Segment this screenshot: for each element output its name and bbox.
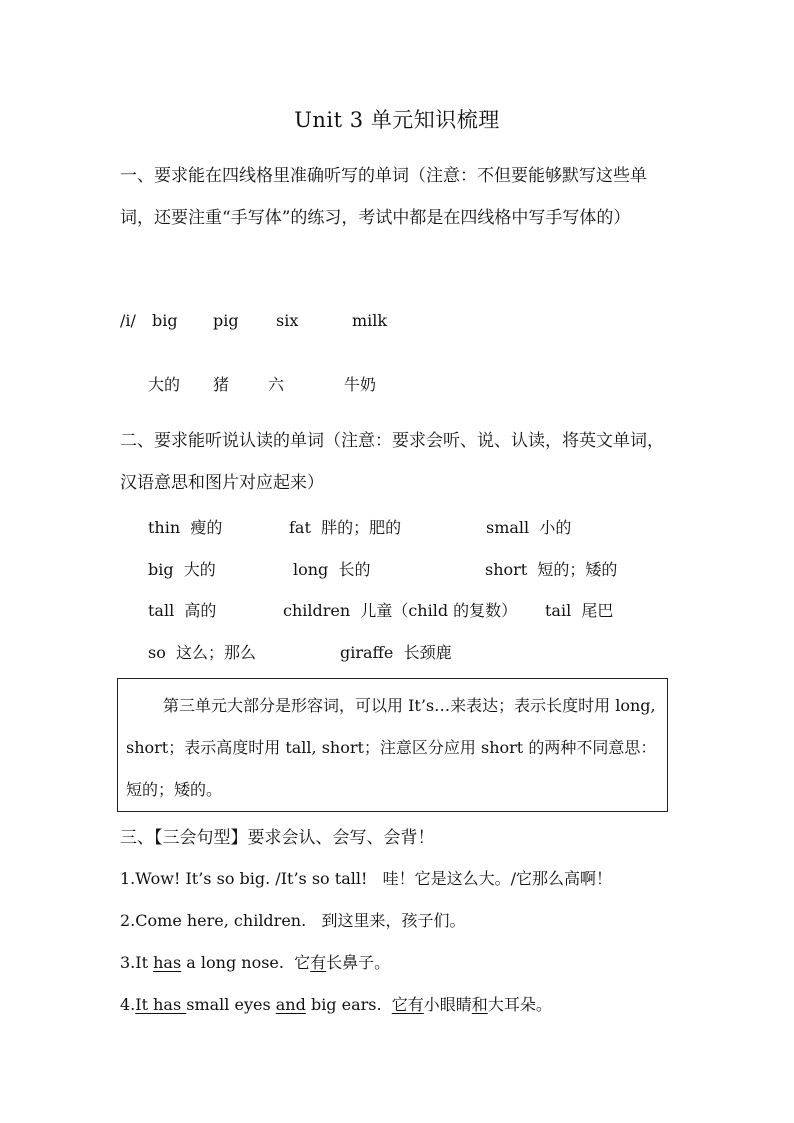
page-title: Unit 3 单元知识梳理 — [294, 108, 500, 132]
vocab-cn: 短的；矮的 — [537, 560, 618, 579]
sentence-en-part: It — [135, 953, 154, 972]
vocab-en: short — [485, 560, 528, 579]
vocab-item — [485, 557, 617, 580]
vocab-item — [148, 515, 222, 538]
vocab-cn: 胖的；肥的 — [321, 518, 402, 537]
vocab-en: so — [148, 643, 166, 662]
vocab-en: tall — [148, 601, 175, 620]
vocab-cn: 尾巴 — [581, 601, 614, 620]
word-cn-4: 牛奶 — [344, 375, 377, 394]
vocab-en: small — [486, 518, 530, 537]
sentence-cn: 到这里来，孩子们。 — [321, 911, 466, 930]
word-en-3: six — [276, 311, 299, 330]
word-cn-3: 六 — [268, 375, 285, 394]
word-en-1: big — [152, 311, 178, 330]
vocab-cn: 高的 — [184, 601, 217, 620]
sentence-2 — [120, 908, 465, 931]
sentence-en-part: big ears. — [305, 995, 382, 1014]
phonics-label: /i/ — [120, 311, 136, 330]
vocab-cn: 儿童（child 的复数） — [360, 601, 518, 620]
sentence-1 — [120, 866, 612, 889]
vocab-en: tail — [545, 601, 572, 620]
vocab-item — [340, 640, 452, 663]
sentence-en: Wow! It’s so big. /It’s so tall! — [135, 869, 368, 888]
vocab-item — [148, 640, 256, 663]
vocab-cn: 长的 — [338, 560, 371, 579]
sentence-cn-part: 小眼睛 — [423, 995, 472, 1014]
word-en-2: pig — [213, 311, 239, 330]
sentence-en-underlined: It has — [135, 995, 187, 1014]
vocab-cn: 这么；那么 — [176, 643, 257, 662]
vocab-en: fat — [289, 518, 311, 537]
sentence-en-underlined: has — [153, 953, 182, 972]
vocab-item — [293, 557, 370, 580]
word-cn-1: 大的 — [148, 375, 181, 394]
word-cn-2: 猪 — [213, 375, 230, 394]
sentence-en-part: small eyes — [186, 995, 276, 1014]
vocab-en: children — [283, 601, 351, 620]
vocab-item — [148, 557, 216, 580]
vocab-cn: 长颈鹿 — [403, 643, 452, 662]
grammar-note-text: 第三单元大部分是形容词，可以用 It’s…来表达；表示长度时用 long, short；表示高度时用 tall, short；注意区分应用 short 的两种不同意思：短的；矮的。 — [126, 696, 657, 799]
vocab-item — [545, 598, 613, 621]
section-1-heading: 一、要求能在四线格里准确听写的单词（注意：不但要能够默写这些单词，还要注重“手写体”的练习，考试中都是在四线格中写手写体的） — [120, 166, 647, 228]
sentence-number: 2. — [120, 911, 136, 930]
sentence-cn: 哇！它是这么大。/它那么高啊！ — [382, 869, 613, 888]
word-en-4: milk — [352, 311, 388, 330]
sentence-cn-underlined: 和 — [471, 995, 488, 1014]
vocab-en: giraffe — [340, 643, 394, 662]
sentence-number: 3. — [120, 953, 136, 972]
sentence-cn-part: 大耳朵。 — [487, 995, 552, 1014]
vocab-en: thin — [148, 518, 181, 537]
sentence-4 — [120, 992, 552, 1015]
section-2-heading: 二、要求能听说认读的单词（注意：要求会听、说、认读，将英文单词，汉语意思和图片对应起来） — [120, 431, 664, 493]
vocab-en: long — [293, 560, 329, 579]
vocab-item — [486, 515, 571, 538]
section-3-heading: 三、【三会句型】要求会认、会写、会背！ — [120, 828, 435, 848]
vocab-cn: 瘦的 — [190, 518, 223, 537]
vocab-item — [289, 515, 401, 538]
sentence-cn-underlined: 有 — [310, 953, 327, 972]
sentence-cn-part: 它 — [294, 953, 311, 972]
vocab-en: big — [148, 560, 174, 579]
sentence-number: 4. — [120, 995, 136, 1014]
vocab-cn: 大的 — [183, 560, 216, 579]
sentence-number: 1. — [120, 869, 136, 888]
vocab-item — [148, 598, 216, 621]
sentence-en-part: a long nose. — [181, 953, 284, 972]
sentence-cn-part: 长鼻子。 — [326, 953, 391, 972]
sentence-en-underlined: and — [275, 995, 306, 1014]
sentence-en: Come here, children. — [135, 911, 307, 930]
vocab-cn: 小的 — [539, 518, 572, 537]
grammar-note-box — [117, 678, 668, 812]
sentence-3 — [120, 950, 390, 973]
sentence-cn-underlined: 它有 — [391, 995, 424, 1014]
vocab-item — [283, 598, 517, 621]
